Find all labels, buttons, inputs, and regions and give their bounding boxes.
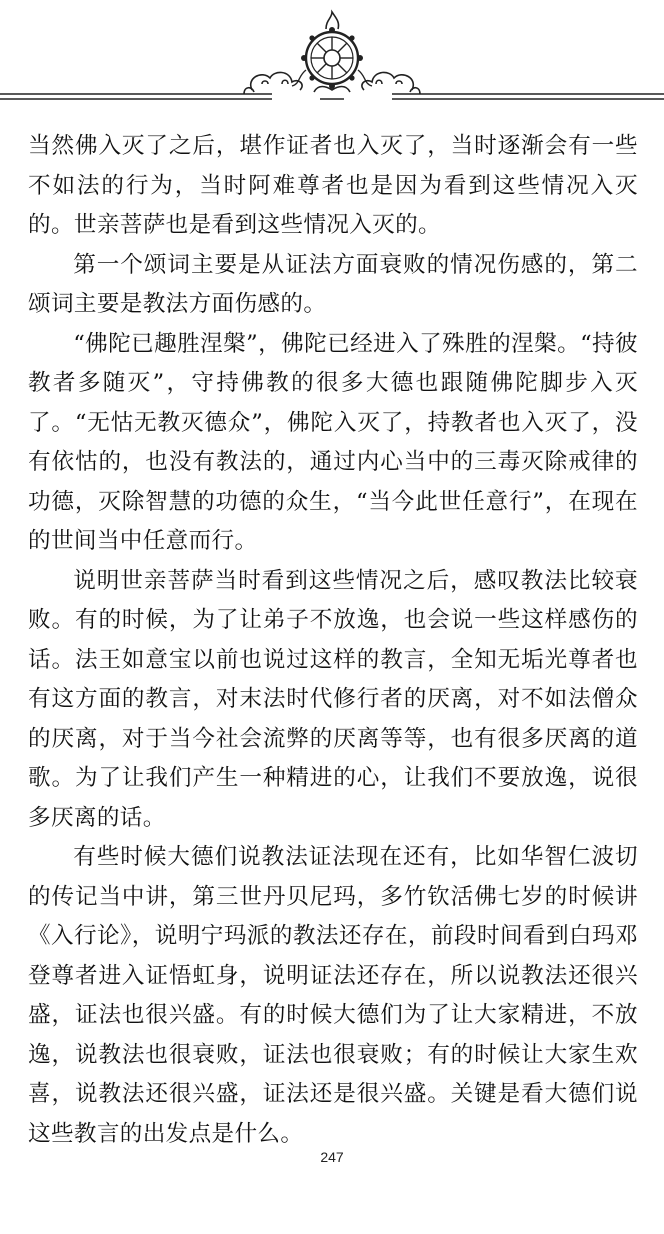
paragraph: 第一个颂词主要是从证法方面衰败的情况伤感的，第二颂词主要是教法方面伤感的。 — [28, 251, 638, 317]
dharma-wheel-icon — [292, 12, 372, 99]
paragraph: 说明世亲菩萨当时看到这些情况之后，感叹教法比较衰败。有的时候，为了让弟子不放逸，也会说一些这样感伤的话。法王如意宝以前也说过这样的教言，全知无垢光尊者也有这方面的教言，对末法时代修行者的厌离，对不如法僧众的厌离，对于当今社会流弊的厌离等等，也有很多厌离的道歌。为了让我们产生一种精进的心，让我们不要放逸，说很多厌离的话。 — [28, 567, 638, 831]
body-text — [28, 127, 638, 1154]
paragraph: “佛陀已趣胜涅槃”，佛陀已经进入了殊胜的涅槃。“持彼教者多随灭”，守持佛教的很多大德也跟随佛陀脚步入灭了。“无怙无教灭德众”，佛陀入灭了，持教者也入灭了，没有依怙的，也没有教法的，通过内心当中的三毒灭除戒律的功德，灭除智慧的功德的众生，“当今此世任意行”，在现在的世间当中任意而行。 — [28, 330, 638, 554]
right-cloud-icon — [362, 72, 420, 94]
paragraph: 当然佛入灭了之后，堪作证者也入灭了，当时逐渐会有一些不如法的行为，当时阿难尊者也是因为看到这些情况入灭的。世亲菩萨也是看到这些情况入灭的。 — [28, 133, 638, 238]
header-rule — [0, 94, 664, 99]
left-cloud-icon — [244, 72, 302, 94]
paragraph: 有些时候大德们说教法证法现在还有，比如华智仁波切的传记当中讲，第三世丹贝尼玛，多竹钦活佛七岁的时候讲《入行论》，说明宁玛派的教法还存在，前段时间看到白玛邓登尊者进入证悟虹身，说明证法还存在，所以说教法还很兴盛，证法也很兴盛。有的时候大德们为了让大家精进，不放逸，说教法也很衰败，证法也很衰败；有的时候让大家生欢喜，说教法还很兴盛，证法还是很兴盛。关键是看大德们说这些教言的出发点是什么。 — [28, 844, 638, 1147]
page-number: 247 — [320, 1149, 344, 1165]
dharma-wheel-header-ornament — [0, 0, 664, 112]
